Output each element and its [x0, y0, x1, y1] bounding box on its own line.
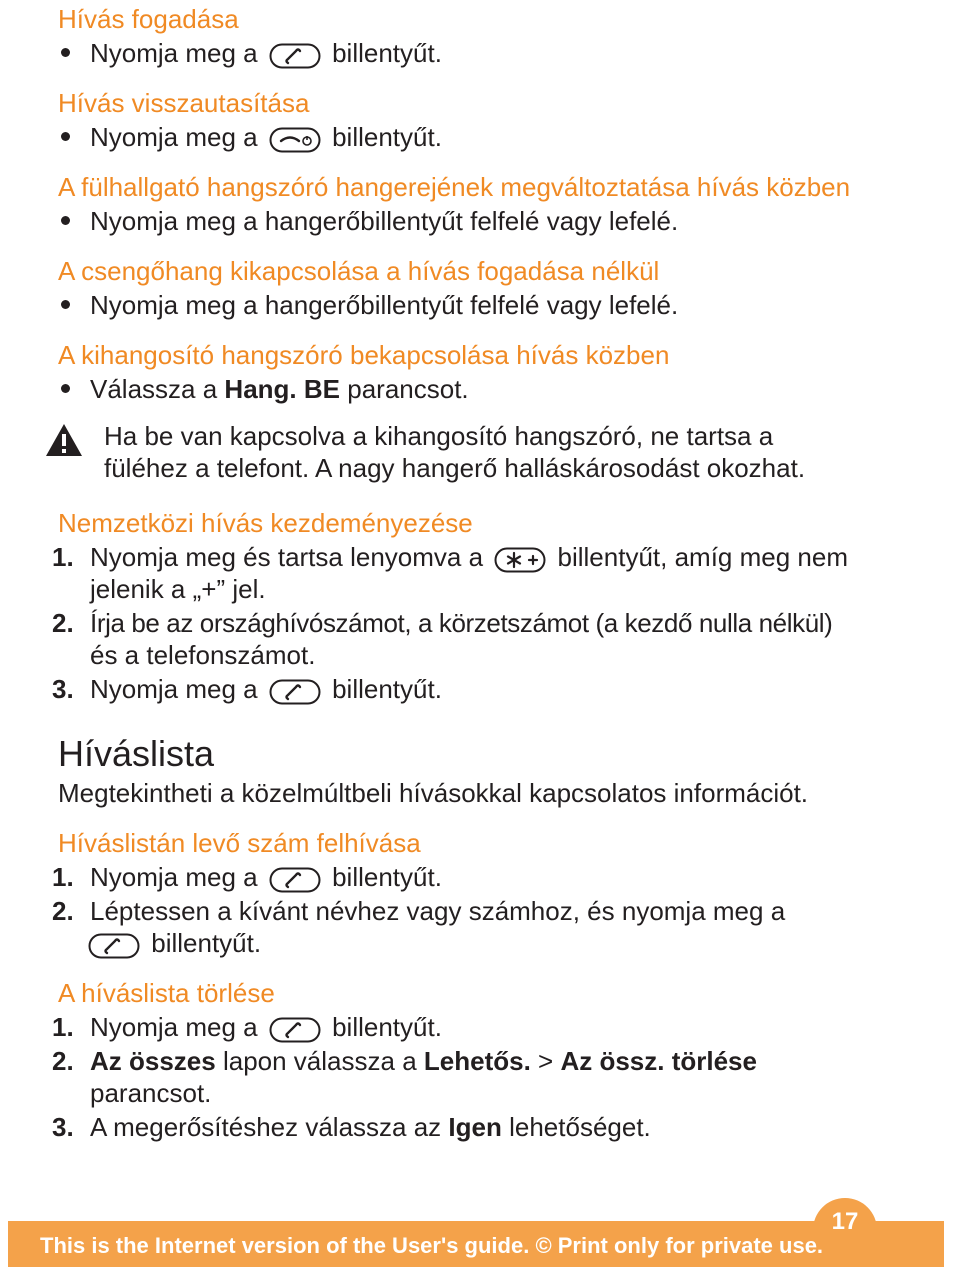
delete-list-step-2-cont: parancsot.	[90, 1078, 212, 1108]
delete-list-step-2	[90, 1046, 757, 1076]
heading-loudspeaker: A kihangosító hangszóró bekapcsolása hívás közben	[58, 340, 670, 370]
bullet	[61, 48, 70, 57]
bullet	[61, 216, 70, 225]
instruction-text: Nyomja meg és tartsa lenyomva a	[90, 542, 484, 572]
instruction-text: billentyűt.	[332, 1012, 442, 1042]
loudspeaker-instruction	[90, 374, 469, 404]
reject-call-instruction	[90, 122, 442, 153]
step-number: 2.	[52, 896, 74, 926]
step-number: 1.	[52, 862, 74, 892]
earpiece-volume-instruction: Nyomja meg a hangerőbillentyűt felfelé vagy lefelé.	[90, 206, 679, 236]
instruction-text: Nyomja meg a	[90, 862, 258, 892]
international-step-2: Írja be az országhívószámot, a körzetszámot (a kezdő nulla nélkül)	[90, 608, 833, 638]
international-step-1	[90, 542, 848, 573]
instruction-text: Nyomja meg a	[90, 1012, 258, 1042]
call-list-intro: Megtekintheti a közelmúltbeli hívásokkal kapcsolatos információt.	[58, 778, 809, 808]
instruction-text: billentyűt.	[332, 674, 442, 704]
call-from-list-step-2-cont	[90, 928, 261, 959]
heading-international-call: Nemzetközi hívás kezdeményezése	[58, 508, 473, 538]
call-key-icon	[269, 867, 321, 893]
answer-call-instruction	[90, 38, 442, 69]
warning-icon	[44, 422, 84, 458]
instruction-text: Nyomja meg a	[90, 38, 258, 68]
warning-line-2: füléhez a telefont. A nagy hangerő halláskárosodást okozhat.	[104, 453, 806, 483]
heading-call-from-list: Híváslistán levő szám felhívása	[58, 828, 421, 858]
menu-command: Igen	[448, 1112, 502, 1142]
mute-ringtone-instruction: Nyomja meg a hangerőbillentyűt felfelé vagy lefelé.	[90, 290, 679, 320]
heading-answer-call: Hívás fogadása	[58, 4, 239, 34]
instruction-text: lehetőséget.	[509, 1112, 651, 1142]
instruction-text: billentyűt.	[332, 862, 442, 892]
step-number: 3.	[52, 674, 74, 704]
heading-reject-call: Hívás visszautasítása	[58, 88, 310, 118]
call-key-icon	[269, 679, 321, 705]
menu-command: Lehetős.	[423, 1046, 531, 1076]
delete-list-step-3	[90, 1112, 651, 1142]
delete-list-step-1	[90, 1012, 442, 1043]
end-key-icon	[269, 127, 321, 153]
instruction-text: billentyűt.	[332, 38, 442, 68]
menu-command: Az össz. törlése	[560, 1046, 757, 1076]
page-number: 17	[831, 1208, 859, 1235]
star-plus-key-icon	[494, 547, 546, 573]
step-number: 2.	[52, 1046, 74, 1076]
menu-command: Hang. BE	[224, 374, 340, 404]
menu-separator: >	[538, 1046, 554, 1076]
menu-command: Az összes	[90, 1046, 216, 1076]
international-step-2-cont: és a telefonszámot.	[90, 640, 316, 670]
instruction-text: A megerősítéshez válassza az	[90, 1112, 442, 1142]
international-step-3	[90, 674, 442, 705]
section-title-call-list: Híváslista	[58, 733, 215, 774]
instruction-text: Válassza a	[90, 374, 218, 404]
step-number: 1.	[52, 542, 74, 572]
step-number: 1.	[52, 1012, 74, 1042]
call-from-list-step-2: Léptessen a kívánt névhez vagy számhoz, és nyomja meg a	[90, 896, 786, 926]
footer-notice: This is the Internet version of the User's guide. © Print only for private use.	[40, 1233, 824, 1258]
bullet	[61, 132, 70, 141]
heading-delete-call-list: A híváslista törlése	[58, 978, 275, 1008]
instruction-text: parancsot.	[347, 374, 469, 404]
instruction-text: billentyűt.	[332, 122, 442, 152]
warning-line-1: Ha be van kapcsolva a kihangosító hangszóró, ne tartsa a	[104, 421, 774, 451]
heading-earpiece-volume: A fülhallgató hangszóró hangerejének megváltoztatása hívás közben	[58, 172, 851, 202]
step-number: 3.	[52, 1112, 74, 1142]
call-key-icon	[269, 1017, 321, 1043]
call-key-icon	[269, 43, 321, 69]
instruction-text: lapon válassza a	[222, 1046, 417, 1076]
step-number: 2.	[52, 608, 74, 638]
call-from-list-step-1	[90, 862, 442, 893]
bullet	[61, 300, 70, 309]
instruction-text: Nyomja meg a	[90, 674, 258, 704]
call-key-icon	[88, 933, 140, 959]
bullet	[61, 384, 70, 393]
instruction-text: billentyűt, amíg meg nem	[557, 542, 848, 572]
instruction-text: Nyomja meg a	[90, 122, 258, 152]
instruction-text: billentyűt.	[151, 928, 262, 958]
heading-mute-ringtone: A csengőhang kikapcsolása a hívás fogadása nélkül	[58, 256, 660, 286]
international-step-1-cont: jelenik a „+” jel.	[90, 574, 266, 604]
